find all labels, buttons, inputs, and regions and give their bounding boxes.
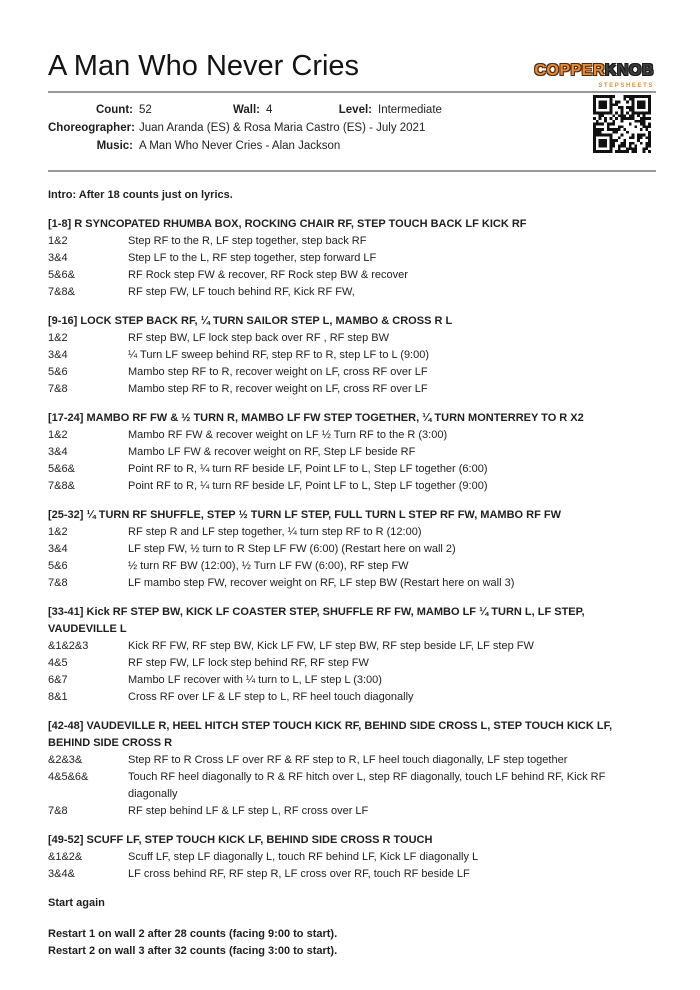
meta-row-counts (48, 101, 656, 119)
step-row (48, 524, 656, 541)
section-header: [33-41] Kick RF STEP BW, KICK LF COASTER STEP, SHUFFLE RF FW, MAMBO LF ¼ TURN L, LF STEP, VAUDEVILLE L (48, 606, 585, 635)
step-row (48, 672, 656, 689)
step-description: RF step BW, LF lock step back over RF , RF step BW (128, 332, 390, 344)
step-row (48, 381, 656, 398)
sheet-body (48, 187, 656, 960)
step-row (48, 444, 656, 461)
music-value: A Man Who Never Cries - Alan Jackson (139, 140, 341, 152)
section-header: [25-32] ¼ TURN RF SHUFFLE, STEP ½ TURN LF STEP, FULL TURN L STEP RF FW, MAMBO RF FW (48, 509, 561, 521)
section-header: [49-52] SCUFF LF, STEP TOUCH KICK LF, BEHIND SIDE CROSS R TOUCH (48, 834, 433, 846)
step-counts: 7&8& (48, 286, 75, 298)
meta-block (48, 93, 656, 170)
step-counts: 3&4& (48, 868, 75, 880)
step-counts: 6&7 (48, 674, 68, 686)
meta-row-music (48, 137, 656, 155)
step-description: RF Rock step FW & recover, RF Rock step BW & recover (128, 269, 408, 281)
step-row (48, 427, 656, 444)
step-counts: 7&8 (48, 383, 68, 395)
restart-note-1: Restart 1 on wall 2 after 28 counts (facing 9:00 to start). (48, 928, 338, 940)
step-counts: &1&2& (48, 851, 83, 863)
step-counts: 1&2 (48, 526, 68, 538)
restart-note-2: Restart 2 on wall 3 after 32 counts (facing 3:00 to start). (48, 945, 338, 957)
section-header: [1-8] R SYNCOPATED RHUMBA BOX, ROCKING CHAIR RF, STEP TOUCH BACK LF KICK RF (48, 218, 527, 230)
step-row (48, 267, 656, 284)
step-description: Touch RF heel diagonally to R & RF hitch over L, step RF diagonally, touch LF behind RF, Kick RF diagonally (128, 771, 606, 800)
level-value: Intermediate (378, 104, 442, 116)
level-label: Level: (338, 104, 372, 116)
step-description: Scuff LF, step LF diagonally L, touch RF behind LF, Kick LF diagonally L (128, 851, 479, 863)
step-description: RF step FW, LF touch behind RF, Kick RF FW, (128, 286, 355, 298)
step-description: RF step R and LF step together, ¼ turn step RF to R (12:00) (128, 526, 422, 538)
divider-bottom (48, 170, 656, 172)
logo-knob-text: KNOB (604, 62, 654, 79)
section-4 (48, 507, 656, 592)
step-description: LF cross behind RF, RF step R, LF cross over RF, touch RF beside LF (128, 868, 470, 880)
sections (48, 216, 656, 883)
logo-wordmark (534, 62, 654, 79)
step-counts: 7&8& (48, 480, 75, 492)
section-header: [17-24] MAMBO RF FW & ½ TURN R, MAMBO LF FW STEP TOGETHER, ¼ TURN MONTERREY TO R X2 (48, 412, 584, 424)
step-counts: 7&8 (48, 577, 68, 589)
step-description: Step RF to the R, LF step together, step back RF (128, 235, 367, 247)
restart-notes (48, 926, 656, 960)
music-label: Music: (96, 140, 133, 152)
step-row (48, 638, 656, 655)
step-row (48, 461, 656, 478)
section-header: [9-16] LOCK STEP BACK RF, ¼ TURN SAILOR STEP L, MAMBO & CROSS R L (48, 315, 453, 327)
step-row (48, 364, 656, 381)
step-row (48, 752, 656, 769)
step-description: Mambo step RF to R, recover weight on LF, cross RF over LF (128, 383, 428, 395)
intro-line: Intro: After 18 counts just on lyrics. (48, 189, 233, 201)
step-row (48, 849, 656, 866)
step-row (48, 866, 656, 883)
step-description: Mambo step RF to R, recover weight on LF, cross RF over LF (128, 366, 428, 378)
step-description: Step RF to R Cross LF over RF & RF step to R, LF heel touch diagonally, LF step together (128, 754, 568, 766)
step-counts: 8&1 (48, 691, 68, 703)
step-description: ¼ Turn LF sweep behind RF, step RF to R, step LF to L (9:00) (128, 349, 430, 361)
step-counts: 7&8 (48, 805, 68, 817)
step-description: RF step FW, LF lock step behind RF, RF step FW (128, 657, 369, 669)
step-counts: 1&2 (48, 429, 68, 441)
meta-row-choreographer (48, 119, 656, 137)
step-counts: &2&3& (48, 754, 83, 766)
step-description: ½ turn RF BW (12:00), ½ Turn LF FW (6:00), RF step FW (128, 560, 409, 572)
step-row (48, 655, 656, 672)
step-description: LF mambo step FW, recover weight on RF, LF step BW (Restart here on wall 3) (128, 577, 515, 589)
step-counts: 3&4 (48, 252, 68, 264)
section-7 (48, 832, 656, 883)
page-title: A Man Who Never Cries (48, 50, 360, 82)
step-counts: 5&6& (48, 463, 75, 475)
section-header: [42-48] VAUDEVILLE R, HEEL HITCH STEP TOUCH KICK RF, BEHIND SIDE CROSS L, STEP TOUCH KICK LF, BEHIND SIDE CROSS R (48, 720, 613, 749)
step-row (48, 575, 656, 592)
step-counts: 4&5&6& (48, 771, 89, 783)
step-counts: 1&2 (48, 235, 68, 247)
wall-value: 4 (266, 104, 273, 116)
step-row (48, 233, 656, 250)
step-row (48, 250, 656, 267)
step-counts: 1&2 (48, 332, 68, 344)
step-description: Step LF to the L, RF step together, step forward LF (128, 252, 377, 264)
choreographer-label: Choreographer: (48, 122, 135, 134)
step-row (48, 803, 656, 820)
step-description: Point RF to R, ¼ turn RF beside LF, Point LF to L, Step LF together (9:00) (128, 480, 488, 492)
step-row (48, 541, 656, 558)
choreographer-value: Juan Aranda (ES) & Rosa Maria Castro (ES) - July 2021 (139, 122, 426, 134)
step-counts: 4&5 (48, 657, 68, 669)
step-counts: 3&4 (48, 446, 68, 458)
step-row (48, 478, 656, 495)
step-row (48, 347, 656, 364)
step-counts: 3&4 (48, 543, 68, 555)
section-1 (48, 216, 656, 301)
copperknob-logo (534, 62, 654, 95)
step-description: RF step behind LF & LF step L, RF cross over LF (128, 805, 369, 817)
step-counts: 5&6 (48, 560, 68, 572)
step-row (48, 330, 656, 347)
step-row (48, 689, 656, 706)
step-counts: 5&6 (48, 366, 68, 378)
wall-label: Wall: (232, 104, 260, 116)
section-2 (48, 313, 656, 398)
step-description: Mambo LF recover with ¼ turn to L, LF step L (3:00) (128, 674, 382, 686)
step-counts: &1&2&3 (48, 640, 89, 652)
section-5 (48, 604, 656, 706)
logo-copper-text: COPPER (534, 62, 605, 79)
qr-code (593, 95, 651, 153)
step-row (48, 284, 656, 301)
step-description: LF step FW, ½ turn to R Step LF FW (6:00) (Restart here on wall 2) (128, 543, 456, 555)
step-description: Point RF to R, ¼ turn RF beside LF, Point LF to L, Step LF together (6:00) (128, 463, 488, 475)
logo-tagline: STEPSHEETS (598, 83, 654, 89)
step-counts: 3&4 (48, 349, 68, 361)
count-label: Count: (95, 104, 133, 116)
ending-line: Start again (48, 897, 105, 909)
step-description: Cross RF over LF & LF step to L, RF heel touch diagonally (128, 691, 414, 703)
step-description: Kick RF FW, RF step BW, Kick LF FW, LF step BW, RF step beside LF, LF step FW (128, 640, 534, 652)
step-counts: 5&6& (48, 269, 75, 281)
step-row (48, 558, 656, 575)
section-6 (48, 718, 656, 820)
section-3 (48, 410, 656, 495)
step-description: Mambo RF FW & recover weight on LF ½ Turn RF to the R (3:00) (128, 429, 448, 441)
step-description: Mambo LF FW & recover weight on RF, Step LF beside RF (128, 446, 416, 458)
step-row (48, 769, 656, 803)
count-value: 52 (139, 104, 152, 116)
